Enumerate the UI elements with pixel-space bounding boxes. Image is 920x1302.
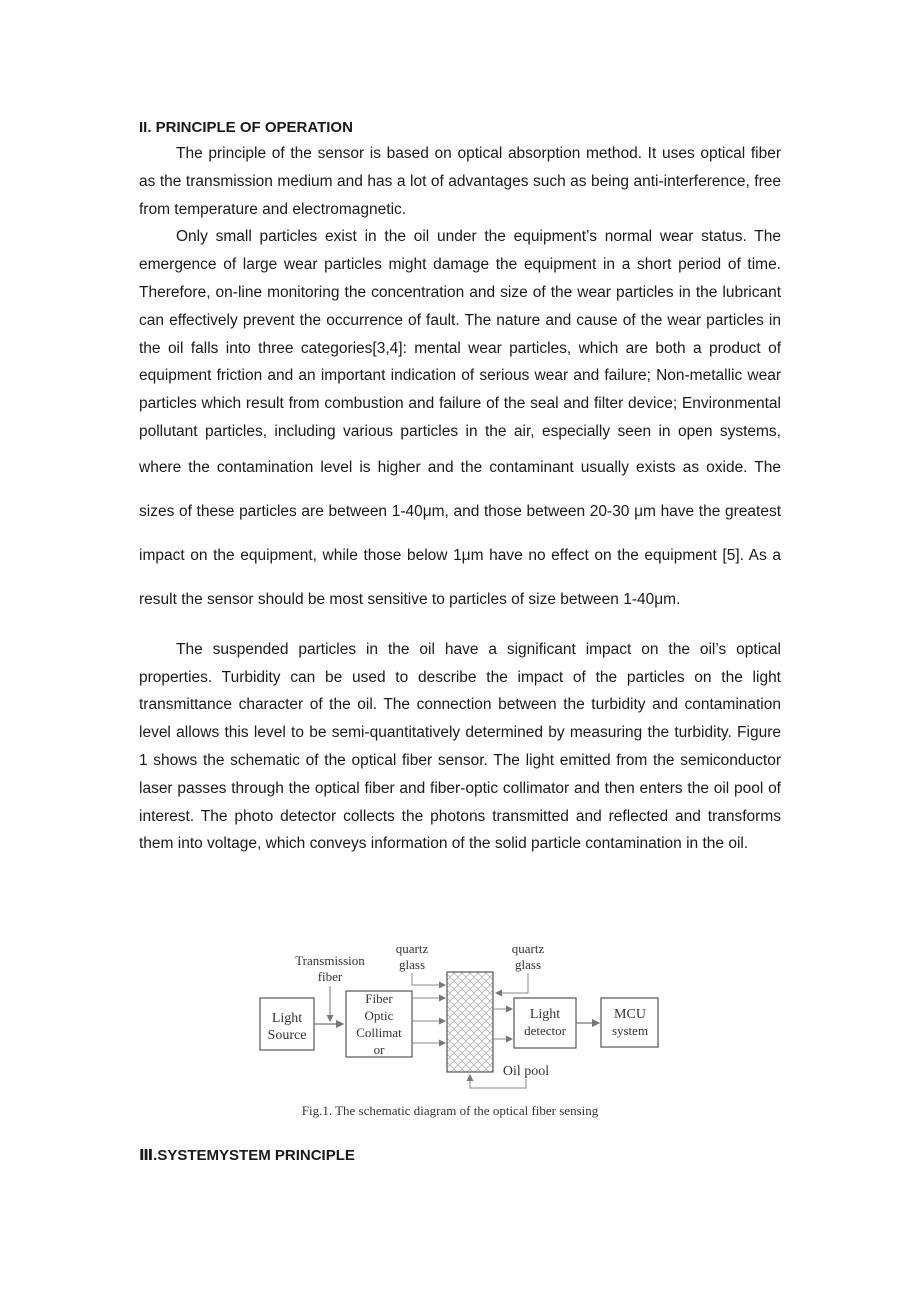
section-2 [139,116,781,858]
oil-pool-box [447,972,493,1072]
figure-1 [250,937,670,1127]
arrow-quartz-right [496,973,528,993]
schematic-diagram [250,937,670,1127]
paragraph-2-text: Only small particles exist in the oil under the equipment’s normal wear status. The emergence of large wear particles might damage the equipment in a short period of time. Therefore, on-line monitoring the concentration and size of the wear particles in the lubricant can effectively prevent the occurrence of fault. The nature and cause of the wear particles in the oil falls into three categories[3,4]: mental wear particles, which are both a product of equipment friction and an important indication of serious wear and failure; Non-metallic wear particles which result from combustion and failure of the seal and filter device; Environmental pollutant particles, including various particles in the air, especially seen in open systems, where the contamination level is higher and the contaminant usually exists as oxide. [139,228,781,476]
transmission-fiber-label-2: fiber [317,969,343,984]
detector-label-2: detector [524,1023,566,1038]
collimator-label-4: or [373,1042,385,1057]
paragraph-3: The suspended particles in the oil have a significant impact on the oil’s optical properties. Turbidity can be used to describe the impact of the particles on the light transmittance character of the oil. The connection between the turbidity and contamination level allows this level to be semi-quantitatively determined by measuring the turbidity. Figure 1 shows the schematic of the optical fiber sensor. The light emitted from the semiconductor laser passes through the optical fiber and fiber-optic collimator and then enters the oil pool of interest. The photo detector collects the photons transmitted and reflected and transforms them into voltage, which conveys information of the solid particle contamination in the oil. [139,640,781,853]
paragraph-2-sizes: The sizes of these particles are between 1-40μm, and those between 20-30 μm [139,458,781,520]
section-2-heading: II. PRINCIPLE OF OPERATION [139,119,353,136]
detector-label-1: Light [529,1007,561,1022]
paragraph-1: The principle of the sensor is based on optical absorption method. It uses optical fiber as the transmission medium and has a lot of advantages such as being anti-interference, free from temperature and electromagnetic. [139,145,781,218]
figure-caption: Fig.1. The schematic diagram of the optical fiber sensing [301,1103,599,1118]
collimator-label-3: Collimat [356,1025,402,1040]
quartz-right-label-2: glass [515,957,541,972]
oil-pool-label: Oil pool [502,1064,550,1079]
collimator-label-2: Optic [364,1008,394,1023]
collimator-label-1: Fiber [365,991,393,1006]
light-source-label-1: Light [271,1011,303,1026]
paragraph-2-impact: have the greatest impact on the equipment, while those below 1μm have no effect [139,502,781,564]
light-source-label-2: Source [267,1028,307,1043]
mcu-label-2: system [611,1023,649,1038]
transmission-fiber-label-1: Transmission [295,953,365,968]
arrow-quartz-left [412,973,445,985]
paragraph-2-range: size between 1-40μm. [528,590,681,608]
section-3-heading: Ⅲ.SYSTEMYSTEM PRINCIPLE [139,1147,355,1164]
quartz-left-label-1: quartz [395,941,429,956]
paragraph-2 [139,223,781,621]
paragraph-2-result: on the equipment [5]. As a result the sensor should be most sensitive to particles of [139,546,781,608]
quartz-right-label-1: quartz [511,941,545,956]
mcu-label-1: MCU [614,1007,646,1022]
quartz-left-label-2: glass [399,957,425,972]
